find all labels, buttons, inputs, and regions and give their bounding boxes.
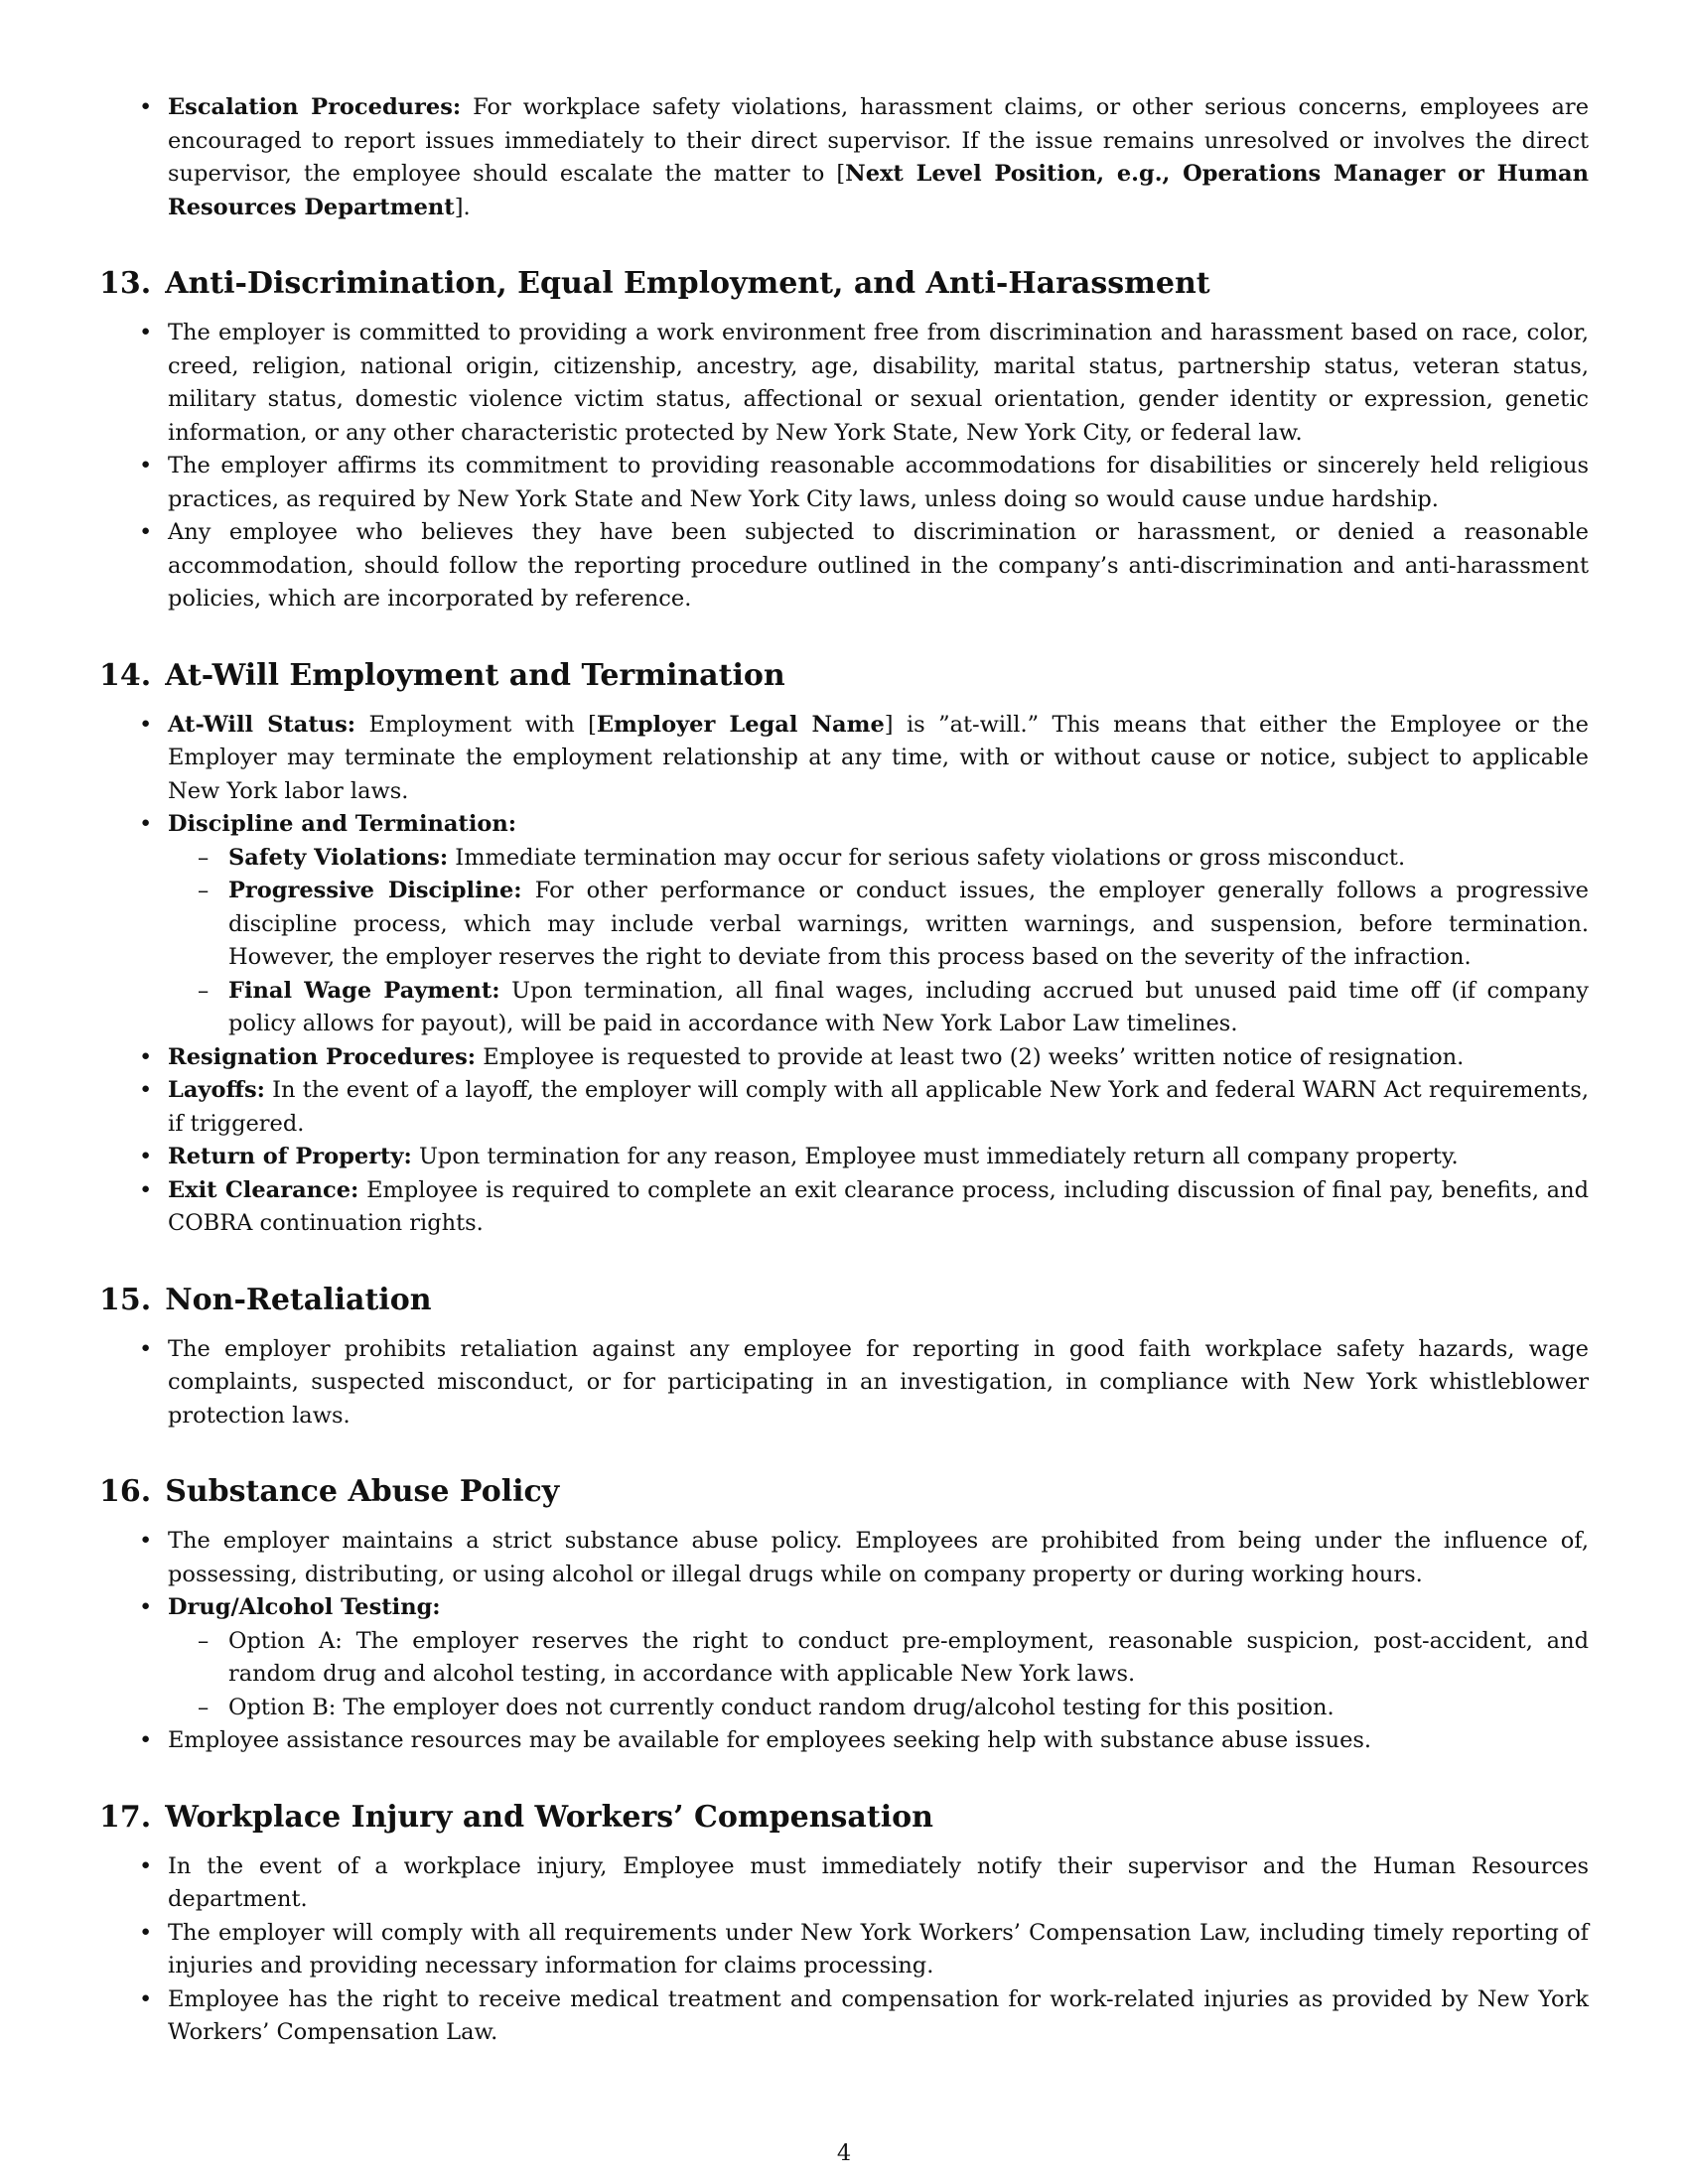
section-title: Anti-Discrimination, Equal Employment, and Anti-Harassment <box>165 266 1210 301</box>
section-heading-16 <box>99 1474 1589 1510</box>
item-text: Employee is requested to provide at least two (2) weeks’ written notice of resignation. <box>476 1043 1465 1070</box>
list-item <box>99 91 1589 224</box>
placeholder-text: Employer Legal Name <box>596 711 885 738</box>
item-label: Layoffs: <box>168 1077 265 1103</box>
document-page <box>99 91 1589 2050</box>
section-number: 17. <box>99 1799 152 1835</box>
list-item: • The employer is committed to providing a work environment free from discrimination and harassment based on race, color, creed, religion, national origin, citizenship, ancestry, age, disability, marital status, partnership status, veteran status, military status, domestic violence victim status, affectional or sexual orientation, gender identity or expression, genetic information, or any other characteristic protected by New York State, New York City, or federal law. <box>99 317 1589 450</box>
sub-list-item <box>168 975 1589 1041</box>
sub-list-item <box>168 875 1589 975</box>
section-heading-17 <box>99 1800 1589 1836</box>
item-text: Upon termination for any reason, Employee must immediately return all company property. <box>411 1144 1459 1169</box>
section-title: Non-Retaliation <box>165 1282 432 1317</box>
list-item: • Any employee who believes they have been subjected to discrimination or harassment, or denied a reasonable accommodation, should follow the reporting procedure outlined in the company’s anti-discrimination and anti-harassment policies, which are incorporated by reference. <box>99 516 1589 616</box>
item-label: Drug/Alcohol Testing: <box>168 1594 441 1620</box>
item-label: Discipline and Termination: <box>168 811 517 837</box>
item-label: Final Wage Payment: <box>228 977 500 1004</box>
list-item <box>99 1591 1589 1724</box>
list-item: • In the event of a workplace injury, Employee must immediately notify their supervisor and the Human Resources department. <box>99 1850 1589 1917</box>
section-14-list <box>99 709 1589 1241</box>
item-text: Employment with [ <box>355 711 597 738</box>
section-number: 14. <box>99 657 152 693</box>
list-item <box>99 1074 1589 1141</box>
list-item: • The employer affirms its commitment to providing reasonable accommodations for disabilities or sincerely held religious practices, as required by New York State and New York City laws, unless doing so would cause undue hardship. <box>99 450 1589 516</box>
section-number: 15. <box>99 1282 152 1317</box>
item-label: Escalation Procedures: <box>168 94 462 120</box>
section-heading-14 <box>99 658 1589 694</box>
item-text: In the event of a layoff, the employer will comply with all applicable New York and federal WARN Act requirements, if triggered. <box>168 1077 1589 1137</box>
list-item <box>99 808 1589 1041</box>
section-15-list <box>99 1333 1589 1433</box>
list-item <box>99 709 1589 809</box>
section-title: At-Will Employment and Termination <box>165 657 785 693</box>
list-item: • Employee assistance resources may be available for employees seeking help with substance abuse issues. <box>99 1724 1589 1758</box>
section-heading-13 <box>99 266 1589 302</box>
list-item <box>99 1141 1589 1174</box>
item-label: Resignation Procedures: <box>168 1043 477 1070</box>
section-number: 13. <box>99 266 152 301</box>
list-item <box>99 1041 1589 1075</box>
section-title: Workplace Injury and Workers’ Compensation <box>165 1799 933 1835</box>
sub-list-item: – Option A: The employer reserves the right to conduct pre-employment, reasonable suspicion, post-accident, and random drug and alcohol testing, in accordance with applicable New York laws. <box>168 1625 1589 1692</box>
page-number: 4 <box>836 2140 852 2166</box>
item-text: Immediate termination may occur for serious safety violations or gross misconduct. <box>448 844 1406 871</box>
item-label: Progressive Discipline: <box>228 878 522 903</box>
list-item <box>99 1174 1589 1241</box>
sub-list-item <box>168 842 1589 876</box>
item-text: Upon termination, all final wages, including accrued but unused paid time off (if company policy allows for payout), will be paid in accordance with New York Labor Law timelines. <box>228 977 1589 1036</box>
escalation-list <box>99 91 1589 224</box>
section-heading-15 <box>99 1283 1589 1318</box>
item-text: Employee is required to complete an exit clearance process, including discussion of final pay, benefits, and COBRA continuation rights. <box>168 1176 1589 1236</box>
list-item: • The employer maintains a strict substance abuse policy. Employees are prohibited from being under the influence of, possessing, distributing, or using alcohol or illegal drugs while on company property or during working hours. <box>99 1525 1589 1591</box>
item-label: Return of Property: <box>168 1144 412 1169</box>
section-title: Substance Abuse Policy <box>165 1474 560 1509</box>
list-item: • The employer will comply with all requirements under New York Workers’ Compensation Law, including timely reporting of injuries and providing necessary information for claims processing. <box>99 1917 1589 1983</box>
item-label: At-Will Status: <box>168 711 356 738</box>
placeholder-text: Next Level Position, e.g., Operations Manager or Human Resources Department <box>168 161 1589 220</box>
item-label: Safety Violations: <box>228 844 449 871</box>
list-item: • The employer prohibits retaliation against any employee for reporting in good faith workplace safety hazards, wage complaints, suspected misconduct, or for participating in an investigation, in compliance with New York whistleblower protection laws. <box>99 1333 1589 1433</box>
list-item: • Employee has the right to receive medical treatment and compensation for work-related injuries as provided by New York Workers’ Compensation Law. <box>99 1983 1589 2050</box>
item-tail: ]. <box>454 194 471 220</box>
item-text: ] is ”at-will.” This means that either the Employee or the Employer may terminate the employment relationship at any time, with or without cause or notice, subject to applicable New York labor laws. <box>168 711 1589 804</box>
section-16-list <box>99 1525 1589 1758</box>
item-text: For other performance or conduct issues, the employer generally follows a progressive discipline process, which may include verbal warnings, written warnings, and suspension, before termination. However, the employer reserves the right to deviate from this process based on the severity of the infraction. <box>228 878 1589 970</box>
sub-list-item: – Option B: The employer does not currently conduct random drug/alcohol testing for this position. <box>168 1692 1589 1725</box>
testing-sublist <box>168 1625 1589 1725</box>
item-label: Exit Clearance: <box>168 1176 359 1203</box>
section-13-list <box>99 317 1589 616</box>
discipline-sublist <box>168 842 1589 1041</box>
item-text: For workplace safety violations, harassment claims, or other serious concerns, employees are encouraged to report issues immediately to their direct supervisor. If the issue remains unresolved or involves the direct supervisor, the employee should escalate the matter to [ <box>168 94 1590 187</box>
section-17-list <box>99 1850 1589 2050</box>
section-number: 16. <box>99 1474 152 1509</box>
